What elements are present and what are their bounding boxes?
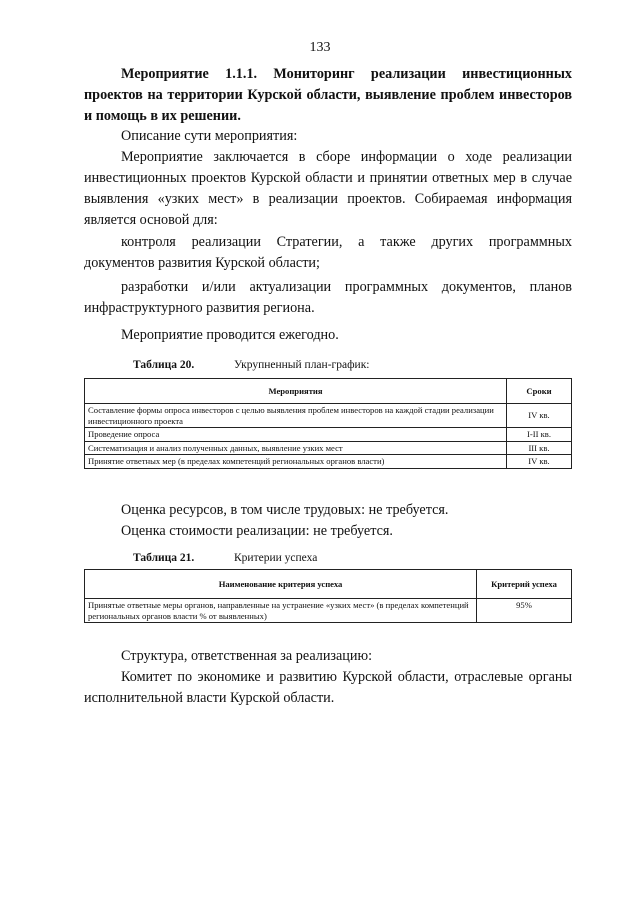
table20-caption-text: Укрупненный план-график:	[234, 359, 370, 371]
paragraph-description: Мероприятие заключается в сборе информации о ходе реализации инвестиционных проектов Курской области и принятии ответных мер в случае выявления «узких мест» в реализации проектов. Собираемая информация является основой для:	[84, 149, 572, 228]
table-cell: IV кв.	[507, 455, 572, 469]
table-cell: Систематизация и анализ полученных данных, выявление узких мест	[85, 441, 507, 455]
paragraph-annual: Мероприятие проводится ежегодно.	[121, 327, 339, 343]
table21-criteria	[84, 569, 572, 623]
table-header-cell: Критерий успеха	[477, 570, 572, 599]
table-row	[85, 428, 572, 442]
paragraph-development: разработки и/или актуализации программных документов, планов инфраструктурного развития региона.	[84, 279, 572, 316]
table-row	[85, 441, 572, 455]
table-row	[85, 599, 572, 623]
table-header-cell: Сроки	[507, 379, 572, 404]
table-header-cell: Наименование критерия успеха	[85, 570, 477, 599]
page-number: 133	[309, 40, 331, 55]
table-cell: Принятые ответные меры органов, направленные на устранение «узких мест» (в пределах компетенций региональных органов власти % от выявленных)	[85, 599, 477, 623]
table21-caption-label: Таблица 21.	[133, 552, 195, 564]
table-cell: III кв.	[507, 441, 572, 455]
table-header-row	[85, 570, 572, 599]
table-header-row	[85, 379, 572, 404]
paragraph-cost: Оценка стоимости реализации: не требуется.	[121, 523, 393, 539]
table-header-cell: Мероприятия	[85, 379, 507, 404]
table-row	[85, 455, 572, 469]
table-cell: IV кв.	[507, 404, 572, 428]
paragraph-description-title: Описание сути мероприятия:	[121, 128, 298, 144]
table-cell: I-II кв.	[507, 428, 572, 442]
paragraph-resources: Оценка ресурсов, в том числе трудовых: не требуется.	[121, 502, 449, 518]
paragraph-responsible-title: Структура, ответственная за реализацию:	[121, 648, 373, 664]
table-cell: 95%	[477, 599, 572, 623]
table21-caption-text: Критерии успеха	[234, 552, 318, 564]
table-cell: Составление формы опроса инвесторов с целью выявления проблем инвесторов на каждой стадии реализации инвестиционного проекта	[85, 404, 507, 428]
table-row	[85, 404, 572, 428]
paragraph-control: контроля реализации Стратегии, а также других программных документов развития Курской области;	[84, 234, 572, 271]
paragraph-responsible: Комитет по экономике и развитию Курской области, отраслевые органы исполнительной власти Курской области.	[84, 669, 572, 706]
table20-caption-label: Таблица 20.	[133, 359, 195, 371]
measure-heading: Мероприятие 1.1.1. Мониторинг реализации инвестиционных проектов на территории Курской области, выявление проблем инвесторов и помощь в их решении.	[84, 66, 572, 124]
table20-schedule	[84, 378, 572, 469]
table-cell: Проведение опроса	[85, 428, 507, 442]
table-cell: Принятие ответных мер (в пределах компетенций региональных органов власти)	[85, 455, 507, 469]
